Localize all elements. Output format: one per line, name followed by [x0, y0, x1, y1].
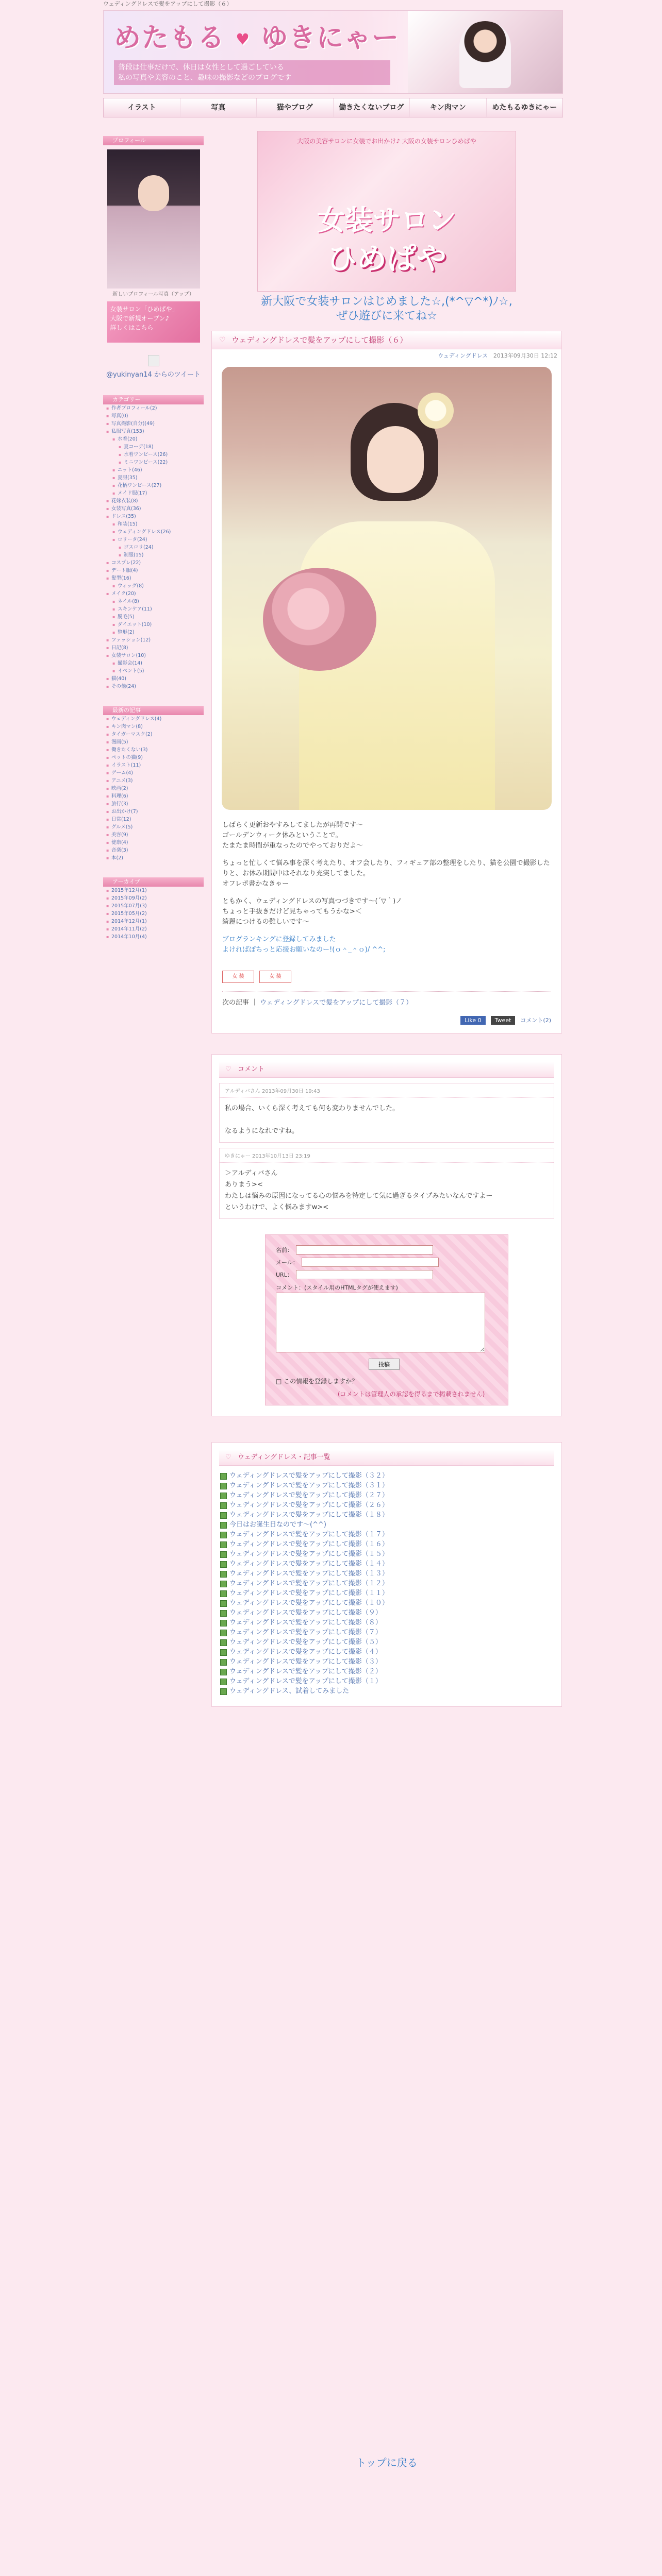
comment-meta: アルディバさん 2013年09月30日 19:43	[220, 1083, 554, 1098]
related-post-link[interactable]: ウェディングドレスで髪をアップにして撮影（２６）	[218, 1500, 561, 1510]
sidebar-link[interactable]: ▪ ゴスロリ(24)	[106, 544, 204, 551]
nav-item[interactable]: 働きたくないブログ	[334, 98, 410, 117]
sidebar-link[interactable]: ▪ 花柄ワンピース(27)	[106, 482, 204, 489]
profile-caption: 新しいプロフィール写真（アップ）	[112, 292, 194, 297]
sidebar-link[interactable]: ▪ 水着ワンピース(26)	[106, 451, 204, 459]
sidebar-link[interactable]: ▪ ミニワンピース(22)	[106, 459, 204, 466]
comment-section	[211, 1054, 562, 1416]
share-row	[212, 1012, 561, 1033]
related-post-link[interactable]: ウェディングドレスで髪をアップにして撮影（３２）	[218, 1471, 561, 1481]
related-post-link[interactable]: ウェディングドレス、試着してみました	[218, 1686, 561, 1696]
sidebar-link[interactable]: ▪ 水着(20)	[106, 435, 204, 443]
site-logo[interactable]	[114, 16, 400, 55]
sidebar-link[interactable]: ▪ タイガーマスク(2)	[106, 731, 204, 738]
sidebar-link[interactable]: ▪ 夏服(35)	[106, 474, 204, 482]
related-post-link[interactable]: ウェディングドレスで髪をアップにして撮影（１１）	[218, 1588, 561, 1598]
salon-side-banner[interactable]: 女装サロン「ひめぱや」 大阪で新規オープン♪ 詳しくはこちら	[107, 301, 200, 343]
sidebar-link[interactable]: ▪ 女装写真(36)	[106, 505, 204, 513]
sidebar-link[interactable]: ▪ ウェディングドレス(26)	[106, 528, 204, 536]
ranking-badges	[222, 971, 561, 983]
sidebar-link[interactable]: ▪ 2015年05月(2)	[106, 910, 204, 918]
header-photo	[408, 11, 562, 93]
moderation-note: (コメントは管理人の承認を得るまで掲載されません)	[338, 1391, 485, 1398]
nav-item[interactable]: イラスト	[104, 98, 180, 117]
sidebar-link[interactable]: ▪ 私服写真(153)	[106, 428, 204, 435]
back-to-top-link[interactable]: トップに戻る	[356, 2456, 418, 2469]
sidebar-link[interactable]: ▪ ゲーム(4)	[106, 769, 204, 777]
sidebar-link[interactable]: ▪ メイク(20)	[106, 590, 204, 598]
comments-title	[219, 1062, 554, 1078]
related-post-link[interactable]: ウェディングドレスで髪をアップにして撮影（７）	[218, 1628, 561, 1637]
related-post-link[interactable]: ウェディングドレスで髪をアップにして撮影（２７）	[218, 1490, 561, 1500]
related-list	[218, 1471, 561, 1696]
related-post-link[interactable]: ウェディングドレスで髪をアップにして撮影（３）	[218, 1657, 561, 1667]
related-post-link[interactable]: ウェディングドレスで髪をアップにして撮影（１０）	[218, 1598, 561, 1608]
sidebar-link[interactable]: ▪ アニメ(3)	[106, 777, 204, 785]
broken-image-icon	[148, 355, 159, 366]
sidebar-link[interactable]: ▪ 和装(15)	[106, 520, 204, 528]
post-category-link[interactable]: ウェディングドレス	[438, 352, 488, 359]
nav-item[interactable]: めたもるゆきにゃー	[487, 98, 563, 117]
related-post-link[interactable]: ウェディングドレスで髪をアップにして撮影（１６）	[218, 1539, 561, 1549]
sidebar-link[interactable]: ▪ 2015年09月(2)	[106, 894, 204, 902]
sidebar-link[interactable]: ▪ ドレス(35)	[106, 513, 204, 520]
ranking-link[interactable]: ブログランキングに登録してみました よければぽちっと応援お願いなのー!(ｏ＾_＾ｏ)/ ^^;	[222, 936, 386, 954]
mail-label: メール：	[276, 1259, 299, 1266]
sidebar-link[interactable]: ▪ 猫(40)	[106, 675, 204, 683]
site-header	[103, 10, 563, 94]
sidebar-link[interactable]: ▪ メイド服(17)	[106, 489, 204, 497]
related-post-link[interactable]: ウェディングドレスで髪をアップにして撮影（１８）	[218, 1510, 561, 1520]
salon-banner-line2: ひめぱや	[326, 241, 446, 276]
sidebar-link[interactable]: ▪ 整形(2)	[106, 629, 204, 636]
profile-photo[interactable]	[107, 149, 200, 289]
comment-body: ＞アルディバさん ありまう>< わたしは悩みの原因になってる心の悩みを特定して気に過ぎるタイプみたいなんですよー というわけで、よく悩みますw><	[225, 1170, 493, 1211]
salon-banner-top: 大阪の美容サロンに女装でお出かけ♪ 大阪の女装サロンひめぱや	[297, 138, 476, 145]
sidebar-link[interactable]: ▪ ファッション(12)	[106, 636, 204, 644]
comments-title-text: コメント	[238, 1065, 265, 1073]
comment	[219, 1148, 554, 1219]
related-post-link[interactable]: ウェディングドレスで髪をアップにして撮影（２）	[218, 1667, 561, 1676]
sidebar-link[interactable]: ▪ 写真(0)	[106, 412, 204, 420]
nav-item[interactable]: キン肉マン	[410, 98, 487, 117]
name-label: 名前：	[276, 1247, 293, 1253]
sidebar-link[interactable]: ▪ イベント(5)	[106, 667, 204, 675]
category-list	[103, 404, 204, 690]
sidebar-link[interactable]: ▪ ウェディングドレス(4)	[106, 715, 204, 723]
post-date: 2013年09月30日 12:12	[493, 352, 557, 359]
heart-icon: ♡	[219, 336, 226, 344]
related-post-link[interactable]: ウェディングドレスで髪をアップにして撮影（１４）	[218, 1559, 561, 1569]
sidebar-link[interactable]: ▪ 健康(4)	[106, 839, 204, 846]
sidebar-link[interactable]: ▪ スキンケア(11)	[106, 605, 204, 613]
sidebar-link[interactable]: ▪ キン肉マン(8)	[106, 723, 204, 731]
comment-meta: ゆきにゃー 2013年10月13日 23:19	[220, 1148, 554, 1163]
sidebar-link[interactable]: ▪ ペットの猫(9)	[106, 754, 204, 761]
related-post-link[interactable]: ウェディングドレスで髪をアップにして撮影（１５）	[218, 1549, 561, 1559]
comment-body: 私の場合、いくら深く考えても何も変わりませんでした。 なるようになれですね。	[225, 1105, 400, 1135]
related-post-link[interactable]: ウェディングドレスで髪をアップにして撮影（８）	[218, 1618, 561, 1628]
post-meta	[212, 349, 561, 362]
sidebar-link[interactable]: ▪ 旅行(3)	[106, 800, 204, 808]
sidebar-link[interactable]: ▪ 働きたくない(3)	[106, 746, 204, 754]
post-title-text: ウェディングドレスで髪をアップにして撮影（６）	[231, 335, 408, 345]
related-post-link[interactable]: ウェディングドレスで髪をアップにして撮影（１２）	[218, 1579, 561, 1588]
sidebar-link[interactable]: ▪ イラスト(11)	[106, 761, 204, 769]
archive-list	[103, 887, 204, 941]
next-post-label: 次の記事	[222, 999, 250, 1007]
salon-caption[interactable]: 新大阪で女装サロンはじめました☆,(*^▽^*)ﾉ☆, ぜひ遊びに来てね☆	[261, 295, 512, 323]
comment-form	[265, 1234, 508, 1405]
comment	[219, 1083, 554, 1143]
comment-label: コメント：(スタイル用のHTMLタグが使えます)	[276, 1284, 398, 1291]
post-paragraph: しばらく更新おやすみしてましたが再開です～ ゴールデンウィーク休みということで。 たまたま時間が重なったのでやっておりだよ～	[222, 821, 363, 850]
sidebar-link[interactable]: ▪ その他(24)	[106, 683, 204, 690]
post-body	[212, 815, 561, 968]
sidebar-link[interactable]: ▪ 髪型(16)	[106, 574, 204, 582]
global-nav	[103, 98, 563, 117]
sidebar	[103, 131, 204, 941]
related-title-text: ウェディングドレス・記事一覧	[238, 1453, 330, 1461]
sidebar-link[interactable]: ▪ 花嫁衣装(8)	[106, 497, 204, 505]
blog-post	[211, 331, 562, 1033]
sidebar-link[interactable]: ▪ 写真撮影(自分)(49)	[106, 420, 204, 428]
sidebar-link[interactable]: ▪ 漫画(5)	[106, 738, 204, 746]
sidebar-link[interactable]: ▪ 作者プロフィール(2)	[106, 404, 204, 412]
site-tagline: 普段は仕事だけで、休日は女性として過ごしている 私の写真や美容のこと、趣味の撮影などのブログです	[114, 60, 390, 85]
sidebar-link[interactable]: ▪ 本(2)	[106, 854, 204, 862]
heart-icon: ♡	[225, 1453, 231, 1461]
sidebar-link[interactable]: ▪ 撮影会(14)	[106, 659, 204, 667]
sidebar-link[interactable]: ▪ ニット(46)	[106, 466, 204, 474]
wedding-dress-photo[interactable]	[222, 367, 552, 810]
sidebar-link[interactable]: ▪ 日常(12)	[106, 816, 204, 823]
page-topline: ウェディングドレスで髪をアップにして撮影（６）	[103, 1, 233, 7]
ranking-badge[interactable]: 女 装	[259, 971, 291, 983]
related-posts	[211, 1442, 562, 1707]
related-post-link[interactable]: ウェディングドレスで髪をアップにして撮影（１３）	[218, 1569, 561, 1579]
related-post-link[interactable]: ウェディングドレスで髪をアップにして撮影（１７）	[218, 1530, 561, 1539]
sidebar-link[interactable]: ▪ 2014年12月(1)	[106, 918, 204, 925]
tweet-button[interactable]: Tweet	[491, 1016, 516, 1025]
sidebar-link[interactable]: ▪ コスプレ(22)	[106, 559, 204, 567]
heart-icon: ♡	[225, 1065, 231, 1073]
related-post-link[interactable]: 今日はお誕生日なのです～(^^)	[218, 1520, 561, 1530]
sidebar-link[interactable]: ▪ 夏コーデ(18)	[106, 443, 204, 451]
logo-left: めたもる	[114, 23, 226, 54]
twitter-handle-link[interactable]: @yukinyan14 からのツイート	[106, 371, 201, 379]
sidebar-link[interactable]: ▪ お出かけ(7)	[106, 808, 204, 816]
submit-button[interactable]: 投稿	[369, 1359, 400, 1370]
related-post-link[interactable]: ウェディングドレスで髪をアップにして撮影（５）	[218, 1637, 561, 1647]
next-post-link[interactable]: ウェディングドレスで髪をアップにして撮影（７）	[260, 999, 413, 1007]
remember-checkbox[interactable]: □ この情報を登録しますか？	[276, 1378, 358, 1385]
sidebar-link[interactable]: ▪ 制服(15)	[106, 551, 204, 559]
logo-right: ゆきにゃー	[261, 23, 400, 54]
new-posts-list	[103, 715, 204, 862]
url-label: URL：	[276, 1272, 293, 1278]
main-content	[211, 131, 562, 2469]
related-post-link[interactable]: ウェディングドレスで髪をアップにして撮影（９）	[218, 1608, 561, 1618]
new-posts-title: 最新の記事	[103, 706, 204, 715]
sidebar-link[interactable]: ▪ ロリータ(24)	[106, 536, 204, 544]
sidebar-link[interactable]: ▪ 女装サロン(10)	[106, 652, 204, 659]
sidebar-link[interactable]: ▪ 2014年11月(2)	[106, 925, 204, 933]
sidebar-link[interactable]: ▪ 日記(8)	[106, 644, 204, 652]
related-post-link[interactable]: ウェディングドレスで髪をアップにして撮影（１）	[218, 1676, 561, 1686]
name-field[interactable]	[296, 1245, 433, 1255]
post-title	[212, 331, 561, 349]
sidebar-link[interactable]: ▪ デート服(4)	[106, 567, 204, 574]
sidebar-link[interactable]: ▪ 2014年10月(4)	[106, 933, 204, 941]
sidebar-link[interactable]: ▪ 2015年07月(3)	[106, 902, 204, 910]
sidebar-link[interactable]: ▪ 料理(6)	[106, 792, 204, 800]
comment-count-link[interactable]: コメント(2)	[520, 1017, 551, 1024]
mail-field[interactable]	[302, 1258, 439, 1267]
post-paragraph: ともかく、ウェディングドレスの写真つづきです～(´▽｀)ノ ちょっと手抜きだけど見ちゃってもうかな>＜ 綺麗につけるの難しいです～	[222, 897, 403, 926]
salon-banner[interactable]	[257, 131, 516, 292]
salon-banner-line1: 女装サロン	[317, 204, 456, 236]
nav-item[interactable]: 写真	[180, 98, 257, 117]
categories-title: カテゴリー	[103, 395, 204, 404]
post-paragraph: ちょっと忙しくて悩み事を深く考えたり、オフ会したり、フィギュア部の整理をしたり、猫を公園で撮影したりと、お休み期間中はそれなり充実してました。 オフレポ書かなきゃー	[222, 859, 550, 888]
ranking-badge[interactable]: 女 装	[222, 971, 254, 983]
related-title	[219, 1450, 554, 1466]
sidebar-link[interactable]: ▪ ウィッグ(8)	[106, 582, 204, 590]
comment-textarea[interactable]	[276, 1293, 485, 1352]
sidebar-link[interactable]: ▪ グルメ(5)	[106, 823, 204, 831]
sidebar-link[interactable]: ▪ 映画(2)	[106, 785, 204, 792]
archive-title: アーカイブ	[103, 877, 204, 887]
nav-item[interactable]: 猫やブログ	[257, 98, 334, 117]
related-post-link[interactable]: ウェディングドレスで髪をアップにして撮影（４）	[218, 1647, 561, 1657]
related-post-link[interactable]: ウェディングドレスで髪をアップにして撮影（３１）	[218, 1481, 561, 1490]
profile-title: プロフィール	[103, 136, 204, 145]
facebook-like-button[interactable]: Like 0	[460, 1016, 485, 1025]
sidebar-link[interactable]: ▪ 2015年12月(1)	[106, 887, 204, 894]
url-field[interactable]	[296, 1270, 433, 1279]
sidebar-link[interactable]: ▪ 音楽(3)	[106, 846, 204, 854]
heart-icon: ♥	[236, 30, 251, 49]
sidebar-link[interactable]: ▪ 脱毛(5)	[106, 613, 204, 621]
next-post-nav: 次の記事 ｜ ウェディングドレスで髪をアップにして撮影（７）	[222, 991, 551, 1012]
sidebar-link[interactable]: ▪ ダイエット(10)	[106, 621, 204, 629]
sidebar-link[interactable]: ▪ 美容(9)	[106, 831, 204, 839]
sidebar-link[interactable]: ▪ ネイル(8)	[106, 598, 204, 605]
